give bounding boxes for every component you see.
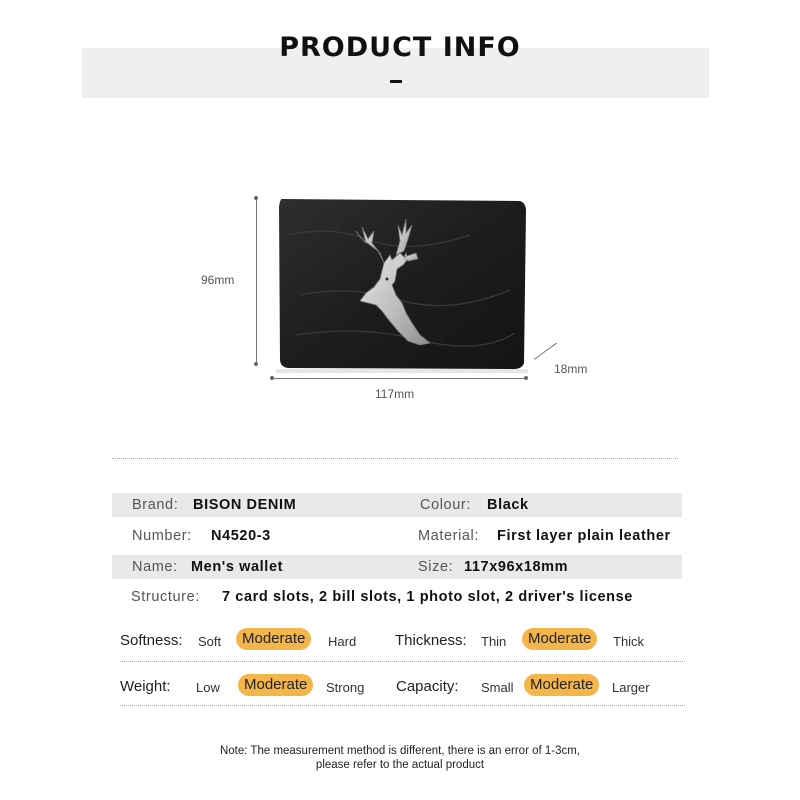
scale-divider — [120, 661, 685, 662]
material-label: Material: — [418, 528, 479, 544]
number-label: Number: — [132, 528, 192, 544]
capacity-selected-badge: Moderate — [524, 674, 599, 696]
width-dimension-line — [272, 378, 526, 379]
page-title: PRODUCT INFO — [279, 32, 521, 63]
structure-label: Structure: — [131, 589, 200, 605]
depth-dimension-label: 18mm — [554, 362, 588, 376]
structure-value: 7 card slots, 2 bill slots, 1 photo slot, 2 driver's license — [222, 589, 633, 605]
height-dimension-line — [256, 198, 257, 364]
spec-row-structure — [112, 585, 682, 609]
wallet-deer-illustration — [270, 195, 532, 373]
depth-dimension-line — [534, 343, 557, 360]
height-line-bottom-dot — [254, 362, 258, 366]
softness-selected-badge: Moderate — [236, 628, 311, 650]
size-value: 117x96x18mm — [464, 559, 569, 575]
width-dimension-label: 117mm — [375, 387, 415, 401]
size-label: Size: — [418, 559, 454, 575]
colour-label: Colour: — [420, 497, 471, 513]
weight-high-option: Strong — [326, 680, 365, 695]
measurement-note-line2: please refer to the actual product — [315, 759, 485, 771]
number-value: N4520-3 — [211, 528, 271, 544]
thickness-label: Thickness: — [395, 632, 467, 649]
weight-label: Weight: — [120, 678, 171, 695]
thickness-high-option: Thick — [613, 634, 645, 649]
wallet-image — [270, 195, 532, 373]
spec-row-name-size — [112, 555, 682, 579]
scale-row-weight-capacity — [120, 672, 685, 702]
softness-label: Softness: — [120, 632, 183, 649]
colour-value: Black — [487, 497, 529, 513]
brand-value: BISON DENIM — [193, 497, 297, 513]
weight-low-option: Low — [196, 680, 220, 695]
spec-row-brand-colour — [112, 493, 682, 517]
capacity-label: Capacity: — [396, 678, 459, 695]
brand-label: Brand: — [132, 497, 179, 513]
name-label: Name: — [132, 559, 178, 575]
title-underline — [390, 80, 402, 83]
scale-divider-bottom — [120, 705, 685, 706]
weight-selected-badge: Moderate — [238, 674, 313, 696]
thickness-selected-badge: Moderate — [522, 628, 597, 650]
width-line-right-dot — [524, 376, 528, 380]
height-line-top-dot — [254, 196, 258, 200]
capacity-low-option: Small — [481, 680, 514, 695]
height-dimension-label: 96mm — [201, 273, 235, 287]
softness-low-option: Soft — [198, 634, 222, 649]
measurement-note-line1: Note: The measurement method is different, there is an error of 1-3cm, — [219, 745, 581, 757]
material-value: First layer plain leather — [497, 528, 671, 544]
scale-row-softness-thickness — [120, 626, 685, 656]
name-value: Men's wallet — [191, 559, 284, 575]
spec-row-number-material — [112, 524, 682, 548]
capacity-high-option: Larger — [612, 680, 650, 695]
softness-high-option: Hard — [328, 634, 357, 649]
section-divider — [112, 458, 678, 459]
width-line-left-dot — [270, 376, 274, 380]
thickness-low-option: Thin — [481, 634, 507, 649]
